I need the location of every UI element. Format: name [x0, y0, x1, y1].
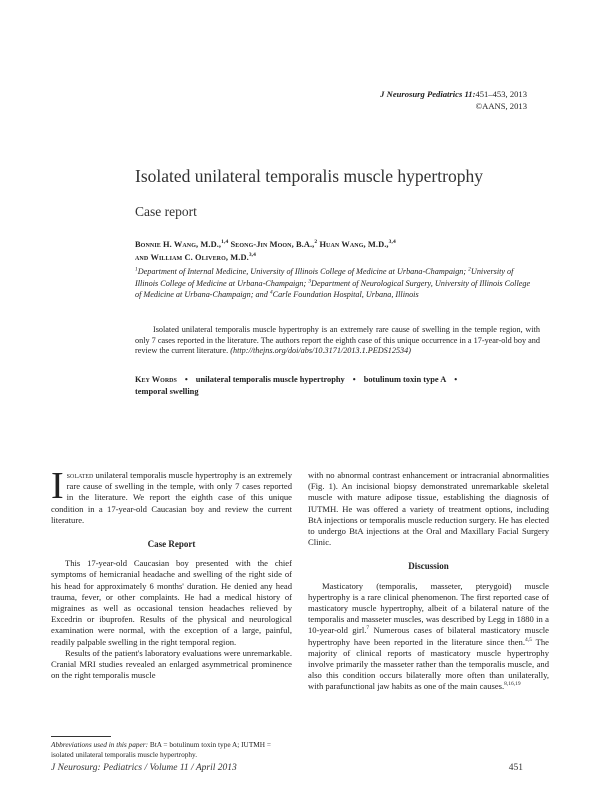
intro-paragraph — [51, 465, 292, 526]
author-name: William C. Olivero, M.D. — [150, 253, 249, 262]
affil-text: Department of Neurological Surgery, University of Illinois College of Medicine at Urbana-Champaign; and — [135, 278, 531, 299]
author-name: Bonnie H. Wang, M.D., — [135, 240, 222, 249]
affil-sup: 1 — [135, 266, 138, 273]
discussion-text: Numerous cases of bilateral masticatory muscle hypertrophy have been reported in the literature since then. — [308, 625, 550, 647]
footnote-divider — [51, 736, 111, 737]
intro-first-word: solated — [66, 470, 94, 480]
affiliations — [135, 266, 535, 301]
keywords-label: Key Words — [135, 375, 177, 384]
article-title: Isolated unilateral temporalis muscle hypertrophy — [135, 166, 483, 186]
left-column — [51, 465, 292, 681]
doi-link[interactable]: (http://thejns.org/doi/abs/10.3171/2013.1.PEDS12534) — [230, 346, 411, 355]
author-sup: 3,4 — [248, 252, 256, 259]
author-name: Huan Wang, M.D., — [319, 240, 389, 249]
journal-citation — [380, 88, 527, 100]
author-and: and — [135, 253, 149, 262]
keyword: unilateral temporalis muscle hypertrophy — [195, 375, 345, 384]
citation-sup: 7 — [366, 625, 370, 632]
keywords — [135, 374, 540, 397]
article-subtitle: Case report — [135, 204, 197, 219]
footnote-label: Abbreviations used in this paper: — [51, 740, 149, 749]
footnote-text: BtA = botulinum toxin type A; IUTMH = isolated unilateral temporalis muscle hypertrophy. — [51, 740, 271, 759]
author-sup: 2 — [314, 239, 318, 246]
abstract-text: Isolated unilateral temporalis muscle hypertrophy is an extremely rare cause of swelling in the temple region, with only 7 cases reported in the literature. The authors report the eighth case of this unique occurrence in a 17-year-old boy and review the current literature. — [135, 325, 540, 355]
author-list — [135, 238, 535, 264]
discussion-text: Masticatory (temporalis, masseter, pterygoid) muscle hypertrophy is a rare clinical phenomenon. The first reported case of masticatory muscle hypertrophy, albeit of a bilateral nature of the temporalis and masseter muscles, was described by Legg in 1880 in a 10-year-old girl. — [308, 580, 549, 636]
citation-sup: 8,16,19 — [504, 681, 521, 688]
journal-ref: J Neurosurg Pediatrics 11: — [380, 89, 476, 99]
affil-sup: 3 — [308, 277, 312, 284]
intro-text: unilateral temporalis muscle hypertrophy is an extremely rare cause of swelling in the temple, with only 7 cases reported in the literature. We report the eighth case of this unique condition in a 17-year-old Caucasian boy and review the current literature. — [51, 470, 292, 525]
bullet-separator: • — [184, 375, 188, 384]
page-number: 451 — [508, 763, 523, 773]
affil-text: University of Illinois College of Medicine at Urbana-Champaign; — [135, 267, 514, 288]
citation-block — [380, 88, 527, 112]
discussion-paragraph — [308, 581, 549, 693]
keyword: botulinum toxin type A — [363, 375, 447, 384]
bullet-separator: • — [352, 375, 356, 384]
section-heading-discussion: Discussion — [408, 561, 449, 572]
author-sup: 1,4 — [221, 239, 229, 246]
author-sup: 3,4 — [388, 239, 396, 246]
affil-text: Carle Foundation Hospital, Urbana, Illinois — [272, 290, 419, 299]
body-paragraph: This 17-year-old Caucasian boy presented with the chief symptoms of hemicranial headache and swelling of the right side of his head for approximately 6 months' duration. He denied any head trauma, fever, or other complaints. He had a medical history of migraines as well as occasional tension headaches relieved by Excedrin or ibuprofen. Results of the physical and neurological examination were normal, with the exception of a large, painful, readily palpable swelling in the right temporal region. — [51, 558, 292, 647]
journal-pages-year: 451–453, 2013 — [475, 89, 527, 99]
affil-sup: 4 — [269, 289, 273, 296]
discussion-text: The majority of clinical reports of masticatory muscle hypertrophy involve primarily the masseter rather than the temporalis muscle, and also this condition occurs bilaterally more often than unilaterally, with parafunctional jaw habits as one of the main causes. — [308, 636, 549, 692]
abstract — [135, 325, 540, 357]
drop-cap: I — [51, 465, 64, 507]
author-name: Seong-Jin Moon, B.A., — [230, 240, 315, 249]
copyright: ©AANS, 2013 — [475, 101, 527, 111]
footnote — [51, 740, 292, 759]
affil-text: Department of Internal Medicine, University of Illinois College of Medicine at Urbana-Champaign; — [137, 267, 467, 276]
citation-sup: 4,5 — [525, 636, 532, 643]
running-footer: J Neurosurg: Pediatrics / Volume 11 / April 2013 — [51, 763, 237, 773]
right-column — [308, 470, 549, 693]
body-paragraph: Results of the patient's laboratory evaluations were unremarkable. Cranial MRI studies revealed an enlarged asymmetrical prominence on the right temporalis muscle — [51, 647, 292, 681]
keyword: temporal swelling — [135, 386, 199, 396]
body-paragraph: with no abnormal contrast enhancement or intracranial abnormalities (Fig. 1). An incisional biopsy demonstrated unremarkable skeletal muscle with mature adipose tissue, establishing the diagnosis of IUTMH. He was offered a variety of treatment options, including BtA injections or temporalis muscle reduction surgery. He has elected to undergo BtA injections at the Oral and Maxillary Facial Surgery Clinic. — [308, 470, 549, 548]
bullet-separator: • — [454, 375, 458, 384]
affil-sup: 2 — [468, 266, 471, 273]
section-heading-case-report: Case Report — [147, 539, 196, 550]
